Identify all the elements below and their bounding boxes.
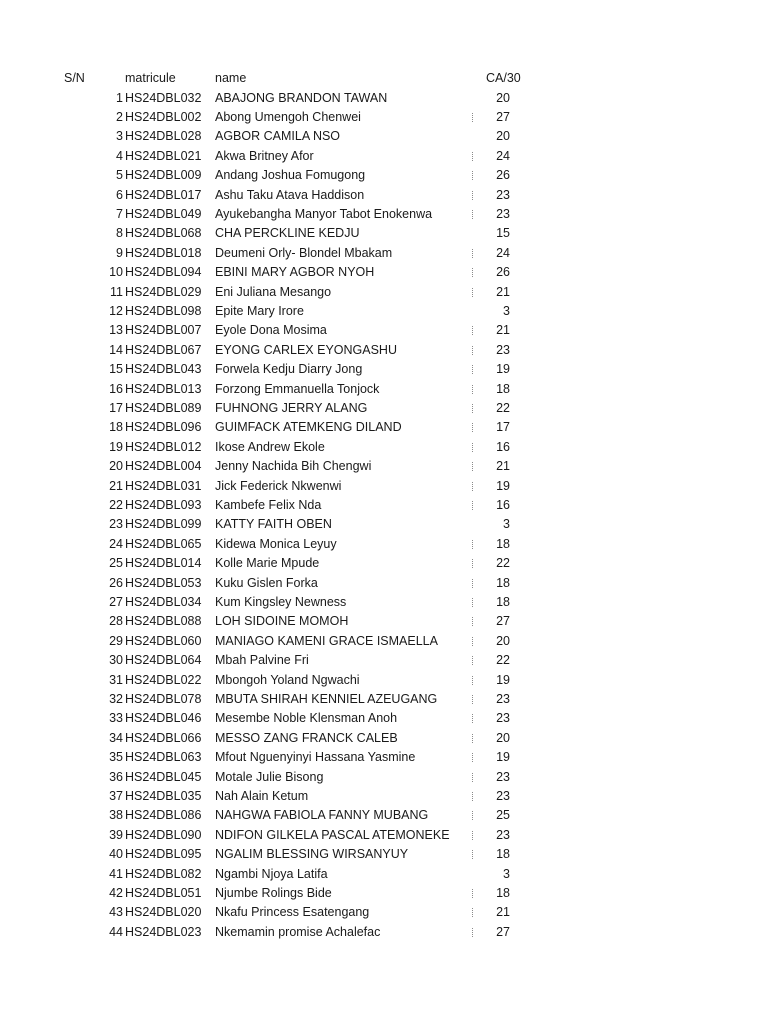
sn-cell: 31 bbox=[109, 672, 123, 687]
matricule-cell: HS24DBL045 bbox=[125, 769, 202, 784]
sn-cell: 20 bbox=[109, 459, 123, 474]
sn-cell: 5 bbox=[116, 168, 123, 183]
ca-score-cell: 23 bbox=[496, 788, 510, 803]
sn-cell: 43 bbox=[109, 905, 123, 920]
ca-score-cell: 23 bbox=[496, 769, 510, 784]
matricule-cell: HS24DBL065 bbox=[125, 536, 202, 551]
matricule-cell: HS24DBL012 bbox=[125, 439, 202, 454]
name-cell: Mbah Palvine Fri bbox=[215, 653, 309, 668]
ca-score-cell: 24 bbox=[496, 245, 510, 260]
name-cell: Nah Alain Ketum bbox=[215, 788, 309, 803]
overflow-indicator-icon bbox=[472, 734, 474, 743]
ca-score-cell: 23 bbox=[496, 827, 510, 842]
sn-cell: 23 bbox=[109, 517, 123, 532]
ca-score-cell: 18 bbox=[496, 594, 510, 609]
ca-score-cell: 18 bbox=[496, 536, 510, 551]
ca-score-cell: 26 bbox=[496, 168, 510, 183]
ca-score-cell: 18 bbox=[496, 885, 510, 900]
sn-cell: 2 bbox=[116, 109, 123, 124]
header-row bbox=[0, 69, 768, 88]
sn-cell: 22 bbox=[109, 497, 123, 512]
table-row bbox=[0, 574, 768, 593]
sn-cell: 1 bbox=[116, 90, 123, 105]
name-cell: Ayukebangha Manyor Tabot Enokenwa bbox=[215, 206, 433, 221]
matricule-cell: HS24DBL096 bbox=[125, 420, 202, 435]
overflow-indicator-icon bbox=[472, 443, 474, 452]
overflow-indicator-icon bbox=[472, 753, 474, 762]
sn-cell: 16 bbox=[109, 381, 123, 396]
matricule-cell: HS24DBL004 bbox=[125, 459, 202, 474]
overflow-indicator-icon bbox=[472, 676, 474, 685]
name-cell: Kambefe Felix Nda bbox=[215, 497, 322, 512]
name-cell: KATTY FAITH OBEN bbox=[215, 517, 332, 532]
name-cell: EBINI MARY AGBOR NYOH bbox=[215, 265, 375, 280]
matricule-cell: HS24DBL089 bbox=[125, 400, 202, 415]
matricule-cell: HS24DBL020 bbox=[125, 905, 202, 920]
matricule-cell: HS24DBL094 bbox=[125, 265, 202, 280]
sn-cell: 19 bbox=[109, 439, 123, 454]
ca-score-cell: 3 bbox=[503, 866, 510, 881]
matricule-cell: HS24DBL068 bbox=[125, 226, 202, 241]
name-cell: Kidewa Monica Leyuy bbox=[215, 536, 337, 551]
matricule-cell: HS24DBL021 bbox=[125, 148, 202, 163]
matricule-cell: HS24DBL017 bbox=[125, 187, 202, 202]
table-row bbox=[0, 845, 768, 864]
matricule-cell: HS24DBL098 bbox=[125, 303, 202, 318]
table-row bbox=[0, 826, 768, 845]
overflow-indicator-icon bbox=[472, 482, 474, 491]
header-sn: S/N bbox=[64, 71, 85, 85]
matricule-cell: HS24DBL078 bbox=[125, 691, 202, 706]
matricule-cell: HS24DBL046 bbox=[125, 711, 202, 726]
matricule-cell: HS24DBL043 bbox=[125, 362, 202, 377]
sn-cell: 26 bbox=[109, 575, 123, 590]
name-cell: Kolle Marie Mpude bbox=[215, 556, 320, 571]
name-cell: Forzong Emmanuella Tonjock bbox=[215, 381, 380, 396]
overflow-indicator-icon bbox=[472, 579, 474, 588]
sn-cell: 4 bbox=[116, 148, 123, 163]
name-cell: Mfout Nguenyinyi Hassana Yasmine bbox=[215, 750, 416, 765]
overflow-indicator-icon bbox=[472, 831, 474, 840]
name-cell: MBUTA SHIRAH KENNIEL AZEUGANG bbox=[215, 691, 438, 706]
sn-cell: 9 bbox=[116, 245, 123, 260]
ca-score-cell: 17 bbox=[496, 420, 510, 435]
sn-cell: 25 bbox=[109, 556, 123, 571]
name-cell: Epite Mary Irore bbox=[215, 303, 304, 318]
name-cell: Eni Juliana Mesango bbox=[215, 284, 332, 299]
matricule-cell: HS24DBL051 bbox=[125, 885, 202, 900]
ca-score-cell: 19 bbox=[496, 478, 510, 493]
name-cell: Kuku Gislen Forka bbox=[215, 575, 318, 590]
sn-cell: 18 bbox=[109, 420, 123, 435]
name-cell: Kum Kingsley Newness bbox=[215, 594, 347, 609]
sn-cell: 41 bbox=[109, 866, 123, 881]
table-row bbox=[0, 457, 768, 476]
sn-cell: 6 bbox=[116, 187, 123, 202]
overflow-indicator-icon bbox=[472, 346, 474, 355]
table-row bbox=[0, 748, 768, 767]
table-row bbox=[0, 418, 768, 437]
table-row bbox=[0, 612, 768, 631]
matricule-cell: HS24DBL007 bbox=[125, 323, 202, 338]
name-cell: Akwa Britney Afor bbox=[215, 148, 314, 163]
table-row bbox=[0, 224, 768, 243]
ca-score-cell: 23 bbox=[496, 711, 510, 726]
table-row bbox=[0, 903, 768, 922]
overflow-indicator-icon bbox=[472, 714, 474, 723]
table-row bbox=[0, 166, 768, 185]
table-row bbox=[0, 108, 768, 127]
matricule-cell: HS24DBL090 bbox=[125, 827, 202, 842]
table-row bbox=[0, 651, 768, 670]
table-row bbox=[0, 806, 768, 825]
matricule-cell: HS24DBL028 bbox=[125, 129, 202, 144]
ca-score-cell: 27 bbox=[496, 109, 510, 124]
name-cell: Andang Joshua Fomugong bbox=[215, 168, 366, 183]
matricule-cell: HS24DBL049 bbox=[125, 206, 202, 221]
name-cell: Nkemamin promise Achalefac bbox=[215, 924, 381, 939]
name-cell: NGALIM BLESSING WIRSANYUY bbox=[215, 847, 409, 862]
overflow-indicator-icon bbox=[472, 210, 474, 219]
overflow-indicator-icon bbox=[472, 908, 474, 917]
table-row bbox=[0, 341, 768, 360]
name-cell: CHA PERCKLINE KEDJU bbox=[215, 226, 360, 241]
name-cell: Nkafu Princess Esatengang bbox=[215, 905, 370, 920]
table-row bbox=[0, 302, 768, 321]
sn-cell: 17 bbox=[109, 400, 123, 415]
overflow-indicator-icon bbox=[472, 152, 474, 161]
matricule-cell: HS24DBL064 bbox=[125, 653, 202, 668]
table-row bbox=[0, 709, 768, 728]
overflow-indicator-icon bbox=[472, 559, 474, 568]
table-row bbox=[0, 438, 768, 457]
matricule-cell: HS24DBL031 bbox=[125, 478, 202, 493]
name-cell: EYONG CARLEX EYONGASHU bbox=[215, 342, 397, 357]
table-row bbox=[0, 729, 768, 748]
name-cell: LOH SIDOINE MOMOH bbox=[215, 614, 349, 629]
sn-cell: 33 bbox=[109, 711, 123, 726]
matricule-cell: HS24DBL032 bbox=[125, 90, 202, 105]
sn-cell: 24 bbox=[109, 536, 123, 551]
overflow-indicator-icon bbox=[472, 540, 474, 549]
name-cell: AGBOR CAMILA NSO bbox=[215, 129, 341, 144]
header-ca: CA/30 bbox=[486, 71, 521, 85]
sn-cell: 44 bbox=[109, 924, 123, 939]
name-cell: MANIAGO KAMENI GRACE ISMAELLA bbox=[215, 633, 438, 648]
ca-score-cell: 3 bbox=[503, 303, 510, 318]
overflow-indicator-icon bbox=[472, 811, 474, 820]
overflow-indicator-icon bbox=[472, 462, 474, 471]
matricule-cell: HS24DBL013 bbox=[125, 381, 202, 396]
ca-score-cell: 16 bbox=[496, 497, 510, 512]
name-cell: NDIFON GILKELA PASCAL ATEMONEKE bbox=[215, 827, 450, 842]
table-row bbox=[0, 632, 768, 651]
ca-score-cell: 23 bbox=[496, 206, 510, 221]
name-cell: NAHGWA FABIOLA FANNY MUBANG bbox=[215, 808, 429, 823]
overflow-indicator-icon bbox=[472, 365, 474, 374]
sn-cell: 12 bbox=[109, 303, 123, 318]
name-cell: Mesembe Noble Klensman Anoh bbox=[215, 711, 398, 726]
sn-cell: 30 bbox=[109, 653, 123, 668]
overflow-indicator-icon bbox=[472, 792, 474, 801]
table-row bbox=[0, 89, 768, 108]
sn-cell: 29 bbox=[109, 633, 123, 648]
table-row bbox=[0, 535, 768, 554]
ca-score-cell: 25 bbox=[496, 808, 510, 823]
overflow-indicator-icon bbox=[472, 637, 474, 646]
ca-score-cell: 18 bbox=[496, 575, 510, 590]
name-cell: Eyole Dona Mosima bbox=[215, 323, 327, 338]
sn-cell: 34 bbox=[109, 730, 123, 745]
name-cell: Ngambi Njoya Latifa bbox=[215, 866, 328, 881]
sn-cell: 14 bbox=[109, 342, 123, 357]
ca-score-cell: 21 bbox=[496, 323, 510, 338]
name-cell: Deumeni Orly- Blondel Mbakam bbox=[215, 245, 393, 260]
table-row bbox=[0, 496, 768, 515]
matricule-cell: HS24DBL099 bbox=[125, 517, 202, 532]
overflow-indicator-icon bbox=[472, 288, 474, 297]
name-cell: FUHNONG JERRY ALANG bbox=[215, 400, 368, 415]
table-row bbox=[0, 671, 768, 690]
sn-cell: 42 bbox=[109, 885, 123, 900]
ca-score-cell: 18 bbox=[496, 381, 510, 396]
sn-cell: 3 bbox=[116, 129, 123, 144]
matricule-cell: HS24DBL063 bbox=[125, 750, 202, 765]
ca-score-cell: 27 bbox=[496, 924, 510, 939]
ca-score-cell: 22 bbox=[496, 400, 510, 415]
header-matricule: matricule bbox=[125, 71, 176, 85]
sn-cell: 28 bbox=[109, 614, 123, 629]
matricule-cell: HS24DBL082 bbox=[125, 866, 202, 881]
sn-cell: 11 bbox=[110, 284, 123, 299]
overflow-indicator-icon bbox=[472, 171, 474, 180]
matricule-cell: HS24DBL093 bbox=[125, 497, 202, 512]
ca-score-cell: 22 bbox=[496, 556, 510, 571]
table-row bbox=[0, 768, 768, 787]
matricule-cell: HS24DBL066 bbox=[125, 730, 202, 745]
table-row bbox=[0, 244, 768, 263]
overflow-indicator-icon bbox=[472, 617, 474, 626]
sn-cell: 36 bbox=[109, 769, 123, 784]
table-row bbox=[0, 923, 768, 942]
ca-score-cell: 22 bbox=[496, 653, 510, 668]
overflow-indicator-icon bbox=[472, 889, 474, 898]
ca-score-cell: 27 bbox=[496, 614, 510, 629]
matricule-cell: HS24DBL018 bbox=[125, 245, 202, 260]
name-cell: ABAJONG BRANDON TAWAN bbox=[215, 90, 388, 105]
matricule-cell: HS24DBL086 bbox=[125, 808, 202, 823]
name-cell: GUIMFACK ATEMKENG DILAND bbox=[215, 420, 402, 435]
ca-score-cell: 23 bbox=[496, 187, 510, 202]
overflow-indicator-icon bbox=[472, 404, 474, 413]
sn-cell: 7 bbox=[116, 206, 123, 221]
ca-score-cell: 20 bbox=[496, 730, 510, 745]
table-row bbox=[0, 360, 768, 379]
table-row bbox=[0, 147, 768, 166]
matricule-cell: HS24DBL014 bbox=[125, 556, 202, 571]
ca-score-cell: 23 bbox=[496, 342, 510, 357]
ca-score-cell: 16 bbox=[496, 439, 510, 454]
ca-score-cell: 15 bbox=[496, 226, 510, 241]
ca-score-cell: 20 bbox=[496, 633, 510, 648]
overflow-indicator-icon bbox=[472, 113, 474, 122]
sn-cell: 27 bbox=[109, 594, 123, 609]
overflow-indicator-icon bbox=[472, 423, 474, 432]
name-cell: MESSO ZANG FRANCK CALEB bbox=[215, 730, 398, 745]
table-row bbox=[0, 593, 768, 612]
overflow-indicator-icon bbox=[472, 695, 474, 704]
matricule-cell: HS24DBL002 bbox=[125, 109, 202, 124]
table-row bbox=[0, 865, 768, 884]
overflow-indicator-icon bbox=[472, 850, 474, 859]
name-cell: Motale Julie Bisong bbox=[215, 769, 324, 784]
ca-score-cell: 3 bbox=[503, 517, 510, 532]
sn-cell: 40 bbox=[109, 847, 123, 862]
matricule-cell: HS24DBL023 bbox=[125, 924, 202, 939]
sn-cell: 15 bbox=[109, 362, 123, 377]
ca-score-cell: 21 bbox=[496, 459, 510, 474]
matricule-cell: HS24DBL053 bbox=[125, 575, 202, 590]
ca-score-cell: 19 bbox=[496, 362, 510, 377]
sn-cell: 32 bbox=[109, 691, 123, 706]
sn-cell: 37 bbox=[109, 788, 123, 803]
name-cell: Mbongoh Yoland Ngwachi bbox=[215, 672, 360, 687]
table-row bbox=[0, 515, 768, 534]
table-row bbox=[0, 186, 768, 205]
table-row bbox=[0, 127, 768, 146]
matricule-cell: HS24DBL029 bbox=[125, 284, 202, 299]
sn-cell: 10 bbox=[109, 265, 123, 280]
overflow-indicator-icon bbox=[472, 598, 474, 607]
ca-score-cell: 21 bbox=[496, 905, 510, 920]
overflow-indicator-icon bbox=[472, 268, 474, 277]
table-row bbox=[0, 399, 768, 418]
overflow-indicator-icon bbox=[472, 928, 474, 937]
ca-score-cell: 24 bbox=[496, 148, 510, 163]
overflow-indicator-icon bbox=[472, 385, 474, 394]
overflow-indicator-icon bbox=[472, 501, 474, 510]
ca-score-cell: 19 bbox=[496, 750, 510, 765]
name-cell: Forwela Kedju Diarry Jong bbox=[215, 362, 363, 377]
ca-score-cell: 19 bbox=[496, 672, 510, 687]
table-row bbox=[0, 321, 768, 340]
sn-cell: 39 bbox=[109, 827, 123, 842]
matricule-cell: HS24DBL060 bbox=[125, 633, 202, 648]
name-cell: Jick Federick Nkwenwi bbox=[215, 478, 342, 493]
ca-score-cell: 20 bbox=[496, 90, 510, 105]
name-cell: Ikose Andrew Ekole bbox=[215, 439, 325, 454]
matricule-cell: HS24DBL009 bbox=[125, 168, 202, 183]
overflow-indicator-icon bbox=[472, 656, 474, 665]
matricule-cell: HS24DBL035 bbox=[125, 788, 202, 803]
table-row bbox=[0, 205, 768, 224]
header-name: name bbox=[215, 71, 247, 85]
table-row bbox=[0, 554, 768, 573]
ca-score-cell: 21 bbox=[496, 284, 510, 299]
name-cell: Ashu Taku Atava Haddison bbox=[215, 187, 365, 202]
sn-cell: 21 bbox=[109, 478, 123, 493]
matricule-cell: HS24DBL095 bbox=[125, 847, 202, 862]
sn-cell: 38 bbox=[109, 808, 123, 823]
matricule-cell: HS24DBL088 bbox=[125, 614, 202, 629]
table-row bbox=[0, 690, 768, 709]
table-row bbox=[0, 787, 768, 806]
overflow-indicator-icon bbox=[472, 326, 474, 335]
ca-score-cell: 23 bbox=[496, 691, 510, 706]
table-row bbox=[0, 884, 768, 903]
name-cell: Abong Umengoh Chenwei bbox=[215, 109, 361, 124]
ca-score-cell: 18 bbox=[496, 847, 510, 862]
name-cell: Njumbe Rolings Bide bbox=[215, 885, 332, 900]
table-row bbox=[0, 283, 768, 302]
ca-score-cell: 26 bbox=[496, 265, 510, 280]
overflow-indicator-icon bbox=[472, 191, 474, 200]
table-row bbox=[0, 477, 768, 496]
sn-cell: 8 bbox=[116, 226, 123, 241]
matricule-cell: HS24DBL022 bbox=[125, 672, 202, 687]
table-row bbox=[0, 380, 768, 399]
matricule-cell: HS24DBL034 bbox=[125, 594, 202, 609]
matricule-cell: HS24DBL067 bbox=[125, 342, 202, 357]
overflow-indicator-icon bbox=[472, 773, 474, 782]
name-cell: Jenny Nachida Bih Chengwi bbox=[215, 459, 372, 474]
overflow-indicator-icon bbox=[472, 249, 474, 258]
table-row bbox=[0, 263, 768, 282]
ca-score-cell: 20 bbox=[496, 129, 510, 144]
sn-cell: 35 bbox=[109, 750, 123, 765]
sn-cell: 13 bbox=[109, 323, 123, 338]
